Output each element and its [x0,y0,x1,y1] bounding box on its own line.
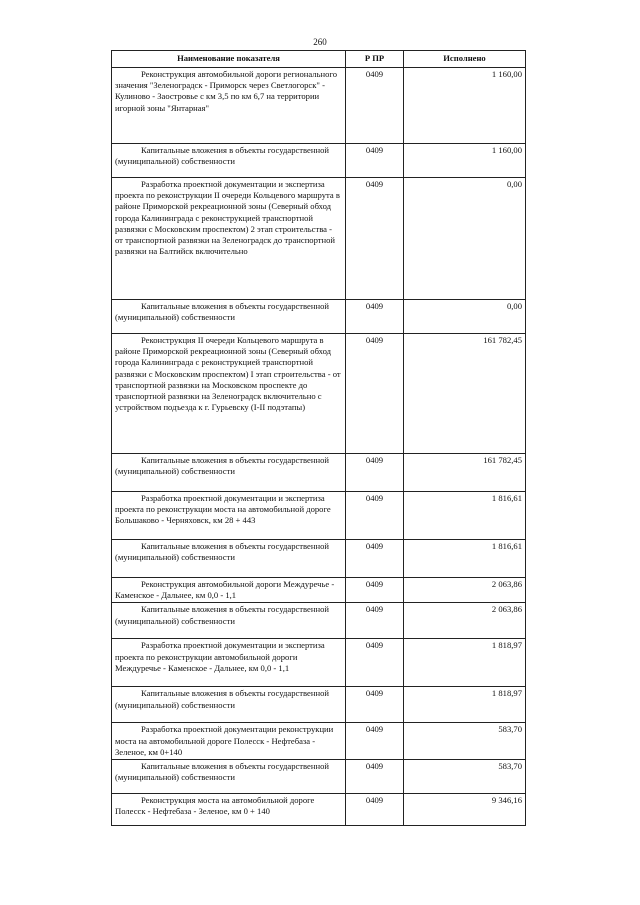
row-code: 0409 [346,687,404,723]
row-code: 0409 [346,794,404,826]
row-amount: 1 160,00 [404,68,526,144]
row-amount: 9 346,16 [404,794,526,826]
row-name: Капитальные вложения в объекты государственной (муниципальной) собственности [112,300,346,334]
row-code: 0409 [346,639,404,687]
row-amount: 1 816,61 [404,492,526,540]
row-name: Капитальные вложения в объекты государственной (муниципальной) собственности [112,144,346,178]
row-code: 0409 [346,723,404,760]
row-code: 0409 [346,578,404,603]
table-row [112,300,526,334]
table-row [112,178,526,300]
table-row [112,687,526,723]
row-amount: 2 063,86 [404,578,526,603]
table-row [112,68,526,144]
table-row [112,603,526,639]
row-code: 0409 [346,144,404,178]
page-number: 260 [313,37,327,47]
header-code: Р ПР [346,51,404,68]
row-name: Реконструкция автомобильной дороги регионального значения "Зеленоградск - Приморск через Светлогорск" - Кулиново - Заостровье с км 3,5 по км 6,7 на территории игорной зоны "Янтарная" [112,68,346,144]
row-amount: 1 160,00 [404,144,526,178]
header-name: Наименование показателя [112,51,346,68]
row-amount: 1 816,61 [404,540,526,578]
row-code: 0409 [346,492,404,540]
row-code: 0409 [346,334,404,454]
row-name: Капитальные вложения в объекты государственной (муниципальной) собственности [112,687,346,723]
row-code: 0409 [346,454,404,492]
row-amount: 1 818,97 [404,687,526,723]
row-name: Реконструкция II очереди Кольцевого маршрута в районе Приморской рекреационной зоны (Северный обход города Калининграда с реконструкцией транспортной развязки с Московским проспектом) I этап строительства - от транспортной развязки на Московском проспекте до транспортной развязки на Зеленоградск включительно с устройством подъезда к г. Гурьевску (I-II подэтапы) [112,334,346,454]
row-code: 0409 [346,178,404,300]
row-code: 0409 [346,300,404,334]
table-row [112,578,526,603]
table-row [112,639,526,687]
row-amount: 161 782,45 [404,334,526,454]
header-amount: Исполнено [404,51,526,68]
table-row [112,454,526,492]
table-header-row [112,51,526,68]
table-row [112,144,526,178]
row-amount: 2 063,86 [404,603,526,639]
row-name: Капитальные вложения в объекты государственной (муниципальной) собственности [112,760,346,794]
row-code: 0409 [346,540,404,578]
row-name: Капитальные вложения в объекты государственной (муниципальной) собственности [112,603,346,639]
row-name: Разработка проектной документации реконструкции моста на автомобильной дороге Полесск - Нефтебаза - Зеленое, км 0+140 [112,723,346,760]
row-name: Капитальные вложения в объекты государственной (муниципальной) собственности [112,540,346,578]
row-name: Капитальные вложения в объекты государственной (муниципальной) собственности [112,454,346,492]
table-row [112,723,526,760]
table-row [112,794,526,826]
row-amount: 0,00 [404,178,526,300]
row-amount: 161 782,45 [404,454,526,492]
row-name: Реконструкция автомобильной дороги Междуречье - Каменское - Дальнее, км 0,0 - 1,1 [112,578,346,603]
row-amount: 583,70 [404,760,526,794]
row-code: 0409 [346,603,404,639]
table-row [112,760,526,794]
row-code: 0409 [346,760,404,794]
row-amount: 0,00 [404,300,526,334]
row-name: Реконструкция моста на автомобильной дороге Полесск - Нефтебаза - Зеленое, км 0 + 140 [112,794,346,826]
row-code: 0409 [346,68,404,144]
row-amount: 1 818,97 [404,639,526,687]
table-row [112,492,526,540]
row-amount: 583,70 [404,723,526,760]
budget-table [111,50,526,826]
row-name: Разработка проектной документации и экспертиза проекта по реконструкции II очереди Кольцевого маршрута в районе Приморской рекреационной зоны (Северный обход города Калининграда с реконструкцией транспортной развязки с Московским проспектом) 2 этап строительства - от транспортной развязки на Зеленоградск до транспортной развязки на Балтийск включительно [112,178,346,300]
table-row [112,334,526,454]
row-name: Разработка проектной документации и экспертиза проекта по реконструкции автомобильной дороги Междуречье - Каменское - Дальнее, км 0,0 - 1,1 [112,639,346,687]
row-name: Разработка проектной документации и экспертиза проекта по реконструкции моста на автомобильной дороге Большаково - Черняховск, км 28 + 443 [112,492,346,540]
table-row [112,540,526,578]
